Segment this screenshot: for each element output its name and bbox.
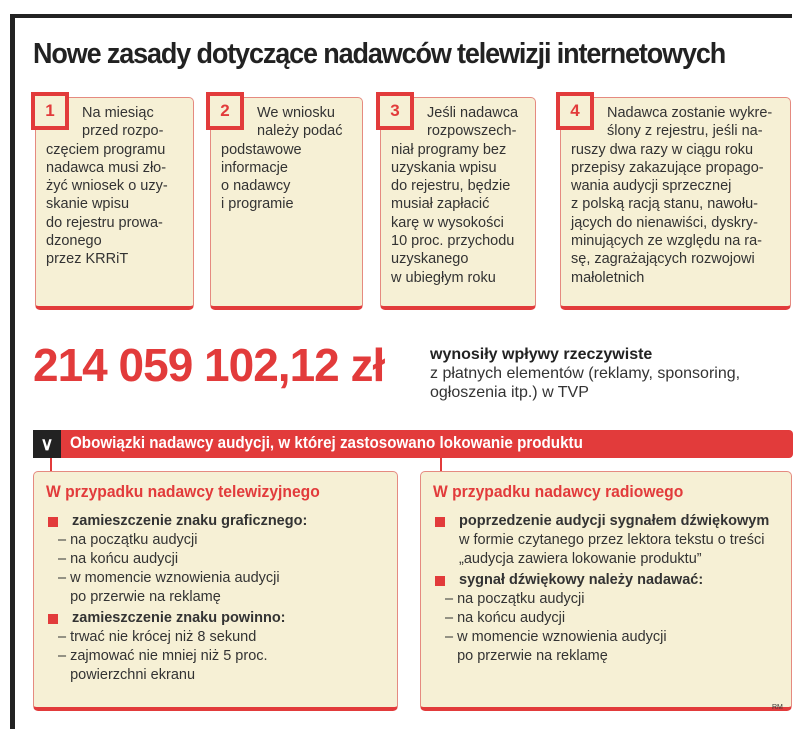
list-item: po przerwie na reklamę bbox=[445, 648, 608, 664]
item-bold: poprzedzenie audycji sygnałem dźwiękowym bbox=[459, 513, 770, 529]
item-text: w formie czytanego przez lektora tekstu o treści „audycja zawiera lokowanie produktu” bbox=[459, 532, 765, 567]
card-text-line: przed rozpo- bbox=[82, 123, 164, 140]
card-text-line: należy podać bbox=[257, 123, 343, 140]
card-text-line: uzyskania wpisu bbox=[391, 159, 497, 176]
amount-desc-line: z płatnych elementów (reklamy, sponsoring, bbox=[430, 365, 741, 382]
card-text-line: nadawca musi zło- bbox=[46, 159, 167, 176]
amount-value: 214 059 102,12 zł bbox=[33, 339, 385, 391]
card-text-line: dzonego bbox=[46, 233, 102, 250]
card-text-line: do rejestru, będzie bbox=[391, 178, 511, 195]
list-item bbox=[433, 512, 779, 569]
radio-broadcaster-box bbox=[420, 471, 792, 711]
item-bold: zamieszczenie znaku graficznego: bbox=[72, 513, 308, 529]
frame-line-vertical bbox=[10, 14, 15, 729]
card-text-line: minujących ze względu na ra- bbox=[571, 233, 763, 250]
card-text-line: ślony z rejestru, jeśli na- bbox=[607, 123, 763, 140]
frame-line-horizontal bbox=[10, 14, 792, 18]
item-bold: zamieszczenie znaku powinno: bbox=[72, 610, 286, 626]
card-text-line: 10 proc. przychodu bbox=[391, 233, 515, 250]
section-title: Obowiązki nadawcy audycji, w której zastosowano lokowanie produktu bbox=[70, 434, 583, 452]
card-text-line: rozpowszech- bbox=[427, 123, 517, 140]
tv-box-title: W przypadku nadawcy telewizyjnego bbox=[46, 482, 320, 501]
card-text-line: częciem programu bbox=[46, 141, 166, 158]
card-text-line: karę w wysokości bbox=[391, 214, 504, 231]
card-text-line: przez KRRiT bbox=[46, 251, 129, 268]
step-card-1 bbox=[35, 97, 194, 310]
card-text-line: niał programy bez bbox=[391, 141, 507, 158]
card-text-line: Nadawca zostanie wykre- bbox=[607, 105, 773, 121]
step-number: 1 bbox=[31, 92, 69, 130]
card-text-line: informacje bbox=[221, 159, 288, 176]
amount-description bbox=[430, 345, 740, 402]
list-item: powierzchni ekranu bbox=[58, 667, 196, 683]
card-text-line: uzyskanego bbox=[391, 251, 469, 268]
item-bold: sygnał dźwiękowy należy nadawać: bbox=[459, 572, 704, 588]
card-text-line: z polską racją stanu, nawołu- bbox=[571, 196, 758, 213]
card-text-line: i programie bbox=[221, 196, 294, 213]
list-item: – na końcu audycji bbox=[445, 610, 566, 626]
connector-line bbox=[50, 458, 52, 472]
list-item: – zajmować nie mniej niż 5 proc. bbox=[58, 648, 268, 664]
card-text-line: jących do nienawiści, dyskry- bbox=[571, 214, 758, 231]
list-item: – w momencie wznowienia audycji bbox=[58, 570, 280, 586]
card-text-line: do rejestru prowa- bbox=[46, 214, 163, 231]
list-item: – na początku audycji bbox=[58, 532, 198, 548]
card-text-line: We wniosku bbox=[257, 105, 335, 121]
card-text-line: skanie wpisu bbox=[46, 196, 130, 213]
card-text-line: małoletnich bbox=[571, 269, 645, 286]
list-item: – na początku audycji bbox=[445, 591, 585, 607]
list-item: – w momencie wznowienia audycji bbox=[445, 629, 667, 645]
card-text-line: ruszy dwa razy w ciągu roku bbox=[571, 141, 754, 158]
step-number: 4 bbox=[556, 92, 594, 130]
list-item: po przerwie na reklamę bbox=[58, 589, 221, 605]
card-text-line: wania audycji sprzecznej bbox=[571, 178, 732, 195]
step-number: 3 bbox=[376, 92, 414, 130]
card-text-line: Na miesiąc bbox=[82, 105, 154, 121]
card-text-line: Jeśli nadawca bbox=[427, 105, 519, 121]
credit: RM bbox=[772, 704, 783, 711]
list-item bbox=[46, 512, 385, 531]
list-item: – trwać nie krócej niż 8 sekund bbox=[58, 629, 257, 645]
page-title: Nowe zasady dotyczące nadawców telewizji internetowych bbox=[33, 38, 726, 70]
card-text-line: o nadawcy bbox=[221, 178, 291, 195]
radio-box-title: W przypadku nadawcy radiowego bbox=[433, 482, 684, 501]
list-item bbox=[433, 571, 779, 590]
tv-broadcaster-box bbox=[33, 471, 398, 711]
step-card-2 bbox=[210, 97, 363, 310]
chevron-down-icon: ∨ bbox=[33, 430, 61, 458]
card-text-line: w ubiegłym roku bbox=[391, 269, 496, 286]
list-item bbox=[46, 609, 385, 628]
amount-desc-bold: wynosiły wpływy rzeczywiste bbox=[430, 346, 653, 363]
amount-desc-line: ogłoszenia itp.) w TVP bbox=[430, 384, 589, 401]
card-text-line: musiał zapłacić bbox=[391, 196, 490, 213]
connector-line bbox=[440, 458, 442, 472]
step-number: 2 bbox=[206, 92, 244, 130]
step-card-4 bbox=[560, 97, 791, 310]
card-text-line: sę, zagrażających rozwojowi bbox=[571, 251, 755, 268]
card-text-line: przepisy zakazujące propago- bbox=[571, 159, 764, 176]
card-text-line: podstawowe bbox=[221, 141, 302, 158]
card-text-line: żyć wniosek o uzy- bbox=[46, 178, 168, 195]
step-card-3 bbox=[380, 97, 536, 310]
list-item: – na końcu audycji bbox=[58, 551, 179, 567]
